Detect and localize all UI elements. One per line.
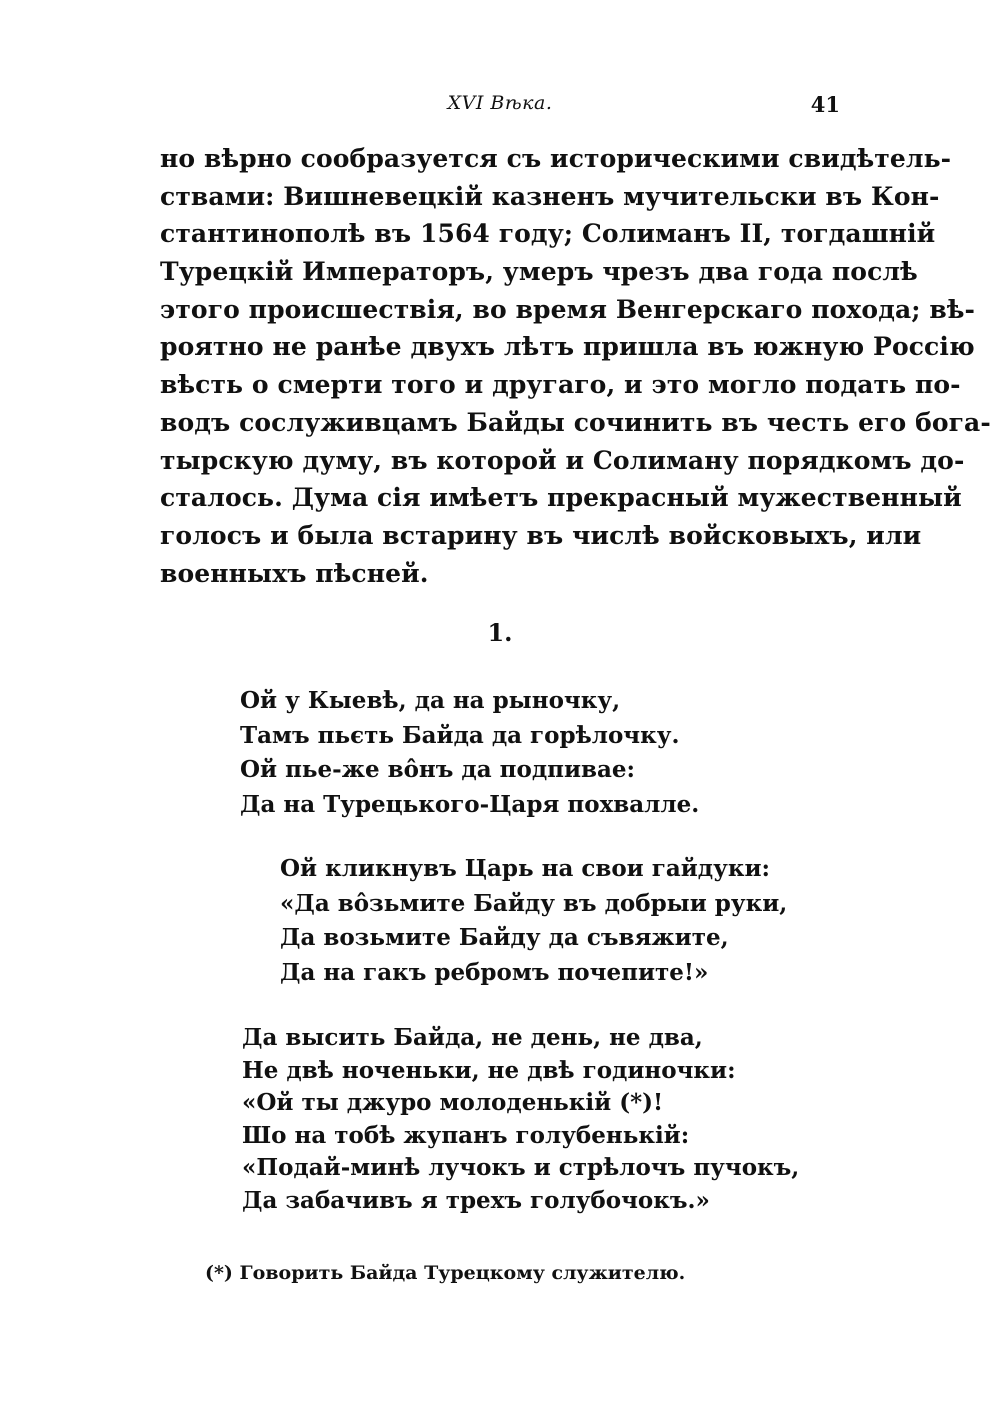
prose-line: роятно не ранѣе двухъ лѣтъ пришла въ южную Россію (160, 332, 975, 362)
verse-line: «Да вôзьмите Байду въ добрыи руки, (280, 889, 788, 917)
verse-line: Тамъ пьєть Байда да горѣлочку. (240, 721, 680, 749)
running-head (160, 92, 840, 120)
poem-stanza-1 (240, 684, 699, 822)
verse-line: Да высить Байда, не день, не два, (242, 1024, 703, 1051)
prose-line: ствами: Вишневецкій казненъ мучительски въ Кон- (160, 181, 940, 211)
prose-line: стантинополѣ въ 1564 году; Солиманъ II, тогдашній (160, 219, 936, 249)
footnote: (*) Говорить Байда Турецкому служителю. (205, 1262, 686, 1284)
prose-line: этого происшествія, во время Венгерскаго похода; вѣ- (160, 294, 976, 324)
verse-line: «Ой ты джуро молоденькій (*)! (242, 1089, 664, 1116)
prose-line: Турецкій Императоръ, умеръ чрезъ два года послѣ (160, 257, 918, 287)
prose-line: вѣсть о смерти того и другаго, и это могло подать по- (160, 370, 961, 400)
prose-paragraph (160, 140, 991, 592)
verse-line: Да на Турецького-Царя похвалле. (240, 790, 700, 818)
prose-line: военныхъ пѣсней. (160, 558, 429, 588)
verse-line: Шо на тобѣ жупанъ голубенькій: (242, 1121, 690, 1149)
prose-line: тырскую думу, въ которой и Солиману порядкомъ до- (160, 445, 965, 475)
verse-line: Ой у Кыевѣ, да на рыночку, (240, 687, 621, 714)
verse-line: Да на гакъ ребромъ почепите!» (280, 958, 709, 986)
verse-line: Ой кликнувъ Царь на свои гайдуки: (280, 855, 771, 882)
prose-line: сталось. Дума сія имѣетъ прекрасный мужественный (160, 483, 962, 513)
prose-line: водъ сослуживцамъ Байды сочинить въ честь его бога- (160, 407, 991, 437)
page-number: 41 (810, 92, 840, 117)
prose-line: голосъ и была встарину въ числѣ войсковыхъ, или (160, 520, 922, 550)
prose-line: но вѣрно сообразуется съ историческими свидѣтель- (160, 144, 952, 173)
poem-stanza-3 (242, 1022, 799, 1217)
verse-line: Не двѣ ноченьки, не двѣ годиночки: (242, 1056, 736, 1084)
verse-line: Да возьмите Байду да съвяжите, (280, 924, 729, 951)
poem-stanza-2 (280, 852, 787, 990)
verse-line: Да забачивъ я трехъ голубочокъ.» (242, 1186, 710, 1214)
running-title: XVI Вѣка. (447, 92, 553, 114)
section-number: 1. (487, 618, 513, 647)
verse-line: Ой пье-же вôнъ да подпивае: (240, 756, 636, 783)
verse-line: «Подай-минѣ лучокъ и стрѣлочъ пучокъ, (242, 1154, 800, 1181)
